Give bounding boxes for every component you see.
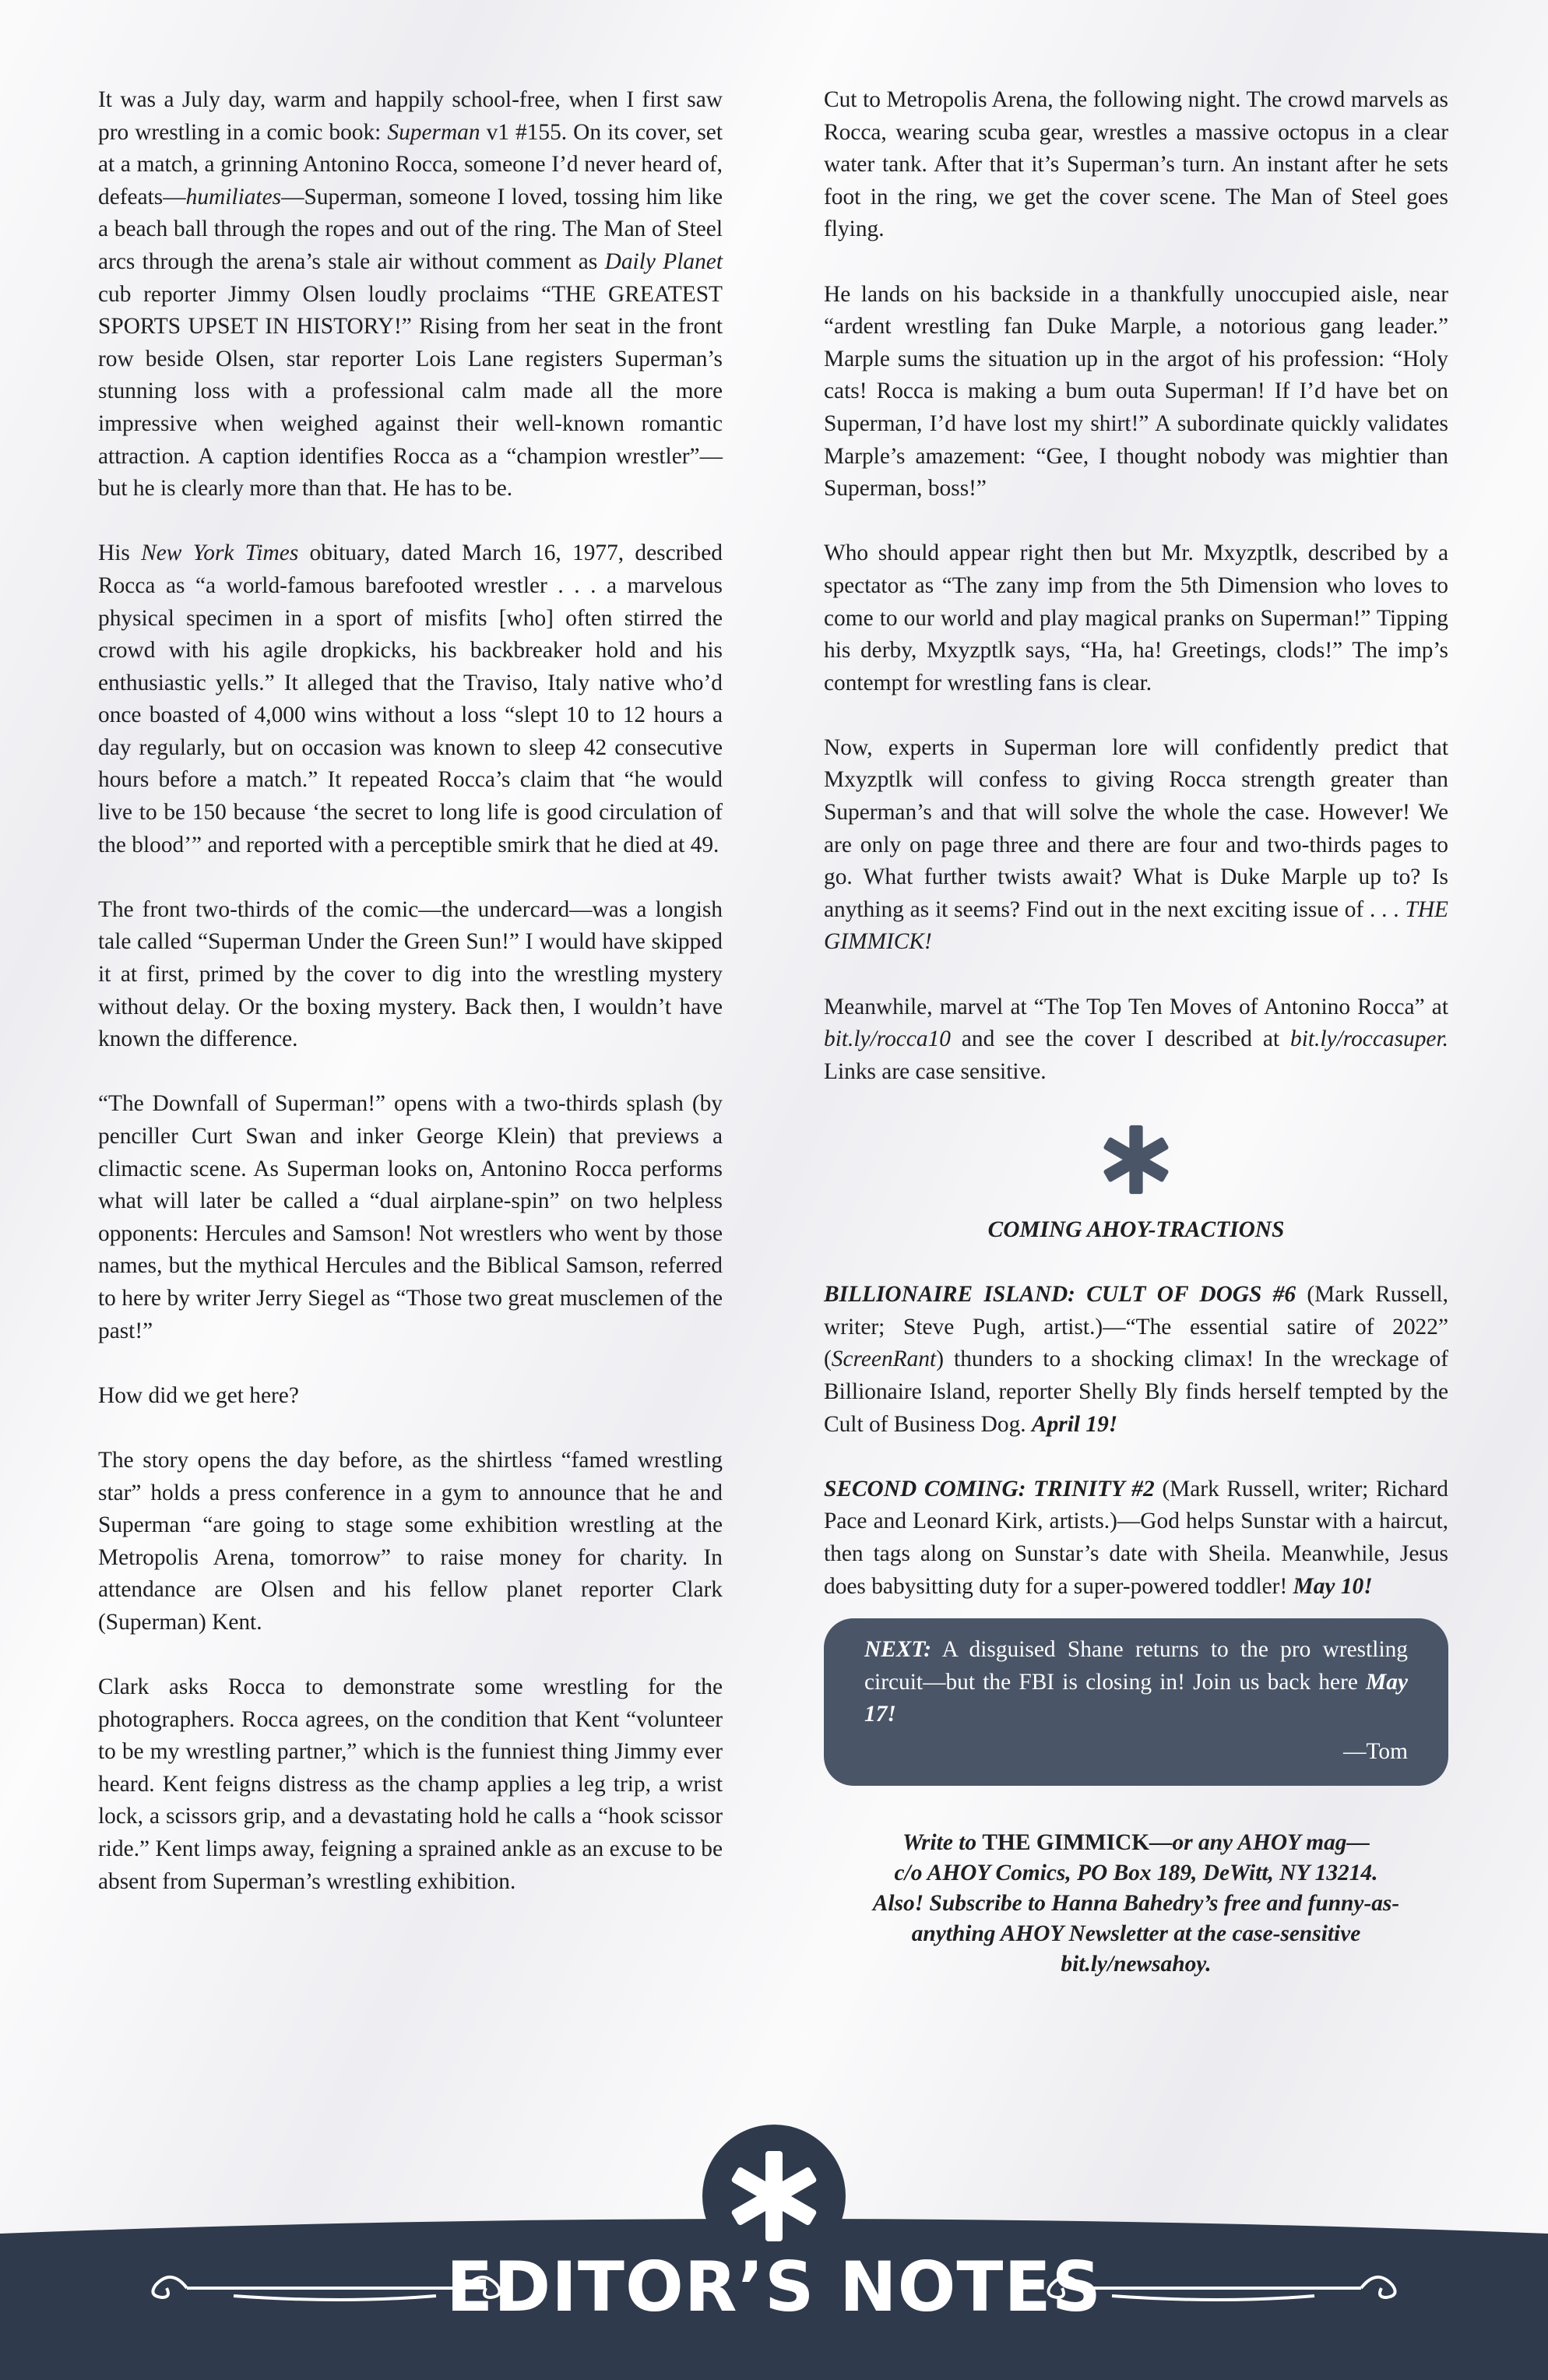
listing-second-coming: SECOND COMING: TRINITY #2 (Mark Russell, writer; Richard Pace and Leonard Kirk, artists.)—God helps Sunstar with a haircut, then tags along on Sunstar’s date with Sheila. Meanwhile, Jesus does babysitting duty for a super-powered toddler! May 10! xyxy=(824,1476,1448,1599)
left-column xyxy=(98,84,723,1898)
paragraph-mxyzptlk: Who should appear right then but Mr. Mxyzptlk, described by a spectator as “The zany imp from the 5th Dimension who loves to come to our world and play magical pranks on Superman!” Tipping his derby, Mxyzptlk says, “Ha, ha! Greetings, clods!” The imp’s contempt for wrestling fans is clear. xyxy=(824,540,1448,695)
right-column xyxy=(824,84,1448,1980)
paragraph-metropolis-arena: Cut to Metropolis Arena, the following night. The crowd marvels as Rocca, wearing scuba gear, wrestles a massive octopus in a clear water tank. After that it’s Superman’s turn. An instant after he sets foot in the ring, we get the cover scene. The Man of Steel goes flying. xyxy=(824,87,1448,242)
paragraph-lands-backside: He lands on his backside in a thankfully unoccupied aisle, near “ardent wrestling fan Duke Marple, a notorious gang leader.” Marple sums the situation up in the argot of his profession: “Holy cats! Rocca is making a bum outa Superman! If I’d have bet on Superman, I’d have lost my shirt!” A subordinate quickly validates Marple’s amazement: “Gee, I thought nobody was mightier than Superman, boss!” xyxy=(824,281,1448,502)
paragraph-obituary: His New York Times obituary, dated March 16, 1977, described Rocca as “a world-famous barefooted wrestler . . . a marvelous physical specimen in a sport of misfits [who] often stirred the crowd with his agile dropkicks, his backbreaker hold and his enthusiastic yells.” It alleged that the Traviso, Italy native who’d once boasted of 4,000 wins without a loss “slept 10 to 12 hours a day regularly, but on occasion was known to sleep 42 consecutive hours before a match.” It repeated Rocca’s claim that “he would live to be 150 because ‘the secret to long life is good circulation of the blood’” and reported with a perceptible smirk that he died at 49. xyxy=(98,540,723,857)
link-roccasuper[interactable]: bit.ly/roccasuper. xyxy=(1290,1026,1448,1052)
paragraph-undercard: The front two-thirds of the comic—the undercard—was a longish tale called “Superman Under the Green Sun!” I would have skipped it at first, primed by the cover to dig into the wrestling mystery without delay. Or the boxing mystery. Back then, I wouldn’t have known the difference. xyxy=(98,896,723,1052)
signature: —Tom xyxy=(1343,1738,1408,1764)
next-issue-box xyxy=(824,1618,1448,1785)
link-newsahoy[interactable]: bit.ly/newsahoy. xyxy=(1061,1951,1212,1977)
paragraph-links: Meanwhile, marvel at “The Top Ten Moves of Antonino Rocca” at bit.ly/rocca10 and see the cover I described at bit.ly/roccasuper. Links are case sensitive. xyxy=(824,994,1448,1084)
paragraph-july-day: It was a July day, warm and happily school-free, when I first saw pro wrestling in a comic book: Superman v1 #155. On its cover, set at a match, a grinning Antonino Rocca, someone I’d never heard of, defeats—humiliates—Superman, someone I loved, tossing him like a beach ball through the ropes and out of the ring. The Man of Steel arcs through the arena’s stale air without comment as Daily Planet cub reporter Jimmy Olsen loudly proclaims “THE GREATEST SPORTS UPSET IN HISTORY!” Rising from her seat in the front row beside Olsen, star reporter Lois Lane registers Superman’s stunning loss with a professional calm made all the more impressive when weighed against their well-known romantic attraction. A caption identifies Rocca as a “champion wrestler”—but he is clearly more than that. He has to be. xyxy=(98,87,723,502)
asterisk-divider xyxy=(824,1121,1448,1199)
paragraph-story-opens: The story opens the day before, as the shirtless “famed wrestling star” holds a press conference in a gym to announce that he and Superman “are going to stage some exhibition wrestling at the Metropolis Arena, tomorrow” to raise money for charity. In attendance are Olsen and his fellow planet reporter Clark (Superman) Kent. xyxy=(98,1447,723,1635)
paragraph-clark-asks: Clark asks Rocca to demonstrate some wrestling for the photographers. Rocca agrees, on the condition that Kent “volunteer to be my wrestling partner,” which is the funniest thing Jimmy ever heard. Kent feigns distress as the champ applies a leg trip, a wrist lock, a scissors grip, and a devastating hold he calls a “hook scissor ride.” Kent limps away, feigning a sprained ankle as an excuse to be absent from Superman’s wrestling exhibition. xyxy=(98,1674,723,1894)
coming-attractions-header: COMING AHOY-TRACTIONS xyxy=(987,1217,1285,1242)
paragraph-how-did-we: How did we get here? xyxy=(98,1382,299,1408)
link-rocca10[interactable]: bit.ly/rocca10 xyxy=(824,1026,951,1052)
next-issue-text: NEXT: A disguised Shane returns to the pro wrestling circuit—but the FBI is closing in! Join us back here May 17! xyxy=(864,1637,1408,1727)
paragraph-experts: Now, experts in Superman lore will confidently predict that Mxyzptlk will confess to giving Rocca strength greater than Superman’s and that will solve the whole the case. However! We are only on page three and there are four and two-thirds pages to go. What further twists await? What is Duke Marple up to? Is anything as it seems? Find out in the next exciting issue of . . . THE GIMMICK! xyxy=(824,734,1448,955)
write-to-block: Write to THE GIMMICK—or any AHOY mag— c/o AHOY Comics, PO Box 189, DeWitt, NY 13214. Also! Subscribe to Hanna Bahedry’s free and funny-as-anything AHOY Newsletter at the case-sensitive bit.ly/newsahoy. xyxy=(872,1829,1400,1977)
asterisk-icon xyxy=(1099,1122,1173,1197)
editors-notes-title: EDITOR’S NOTES xyxy=(446,2247,1102,2327)
listing-billionaire-island: BILLIONAIRE ISLAND: CULT OF DOGS #6 (Mark Russell, writer; Steve Pugh, artist.)—“The essential satire of 2022” (ScreenRant) thunders to a shocking climax! In the wreckage of Billionaire Island, reporter Shelly Bly finds herself tempted by the Cult of Business Dog. April 19! xyxy=(824,1282,1449,1437)
paragraph-downfall: “The Downfall of Superman!” opens with a two-thirds splash (by penciller Curt Swan and inker George Klein) that previews a climactic scene. As Superman looks on, Antonino Rocca performs what will later be called a “dual airplane-spin” on two helpless opponents: Hercules and Samson! Not wrestlers who went by those names, but the mythical Hercules and the Biblical Samson, referred to here by writer Jerry Siegel as “Those two great musclemen of the past!” xyxy=(98,1091,723,1343)
